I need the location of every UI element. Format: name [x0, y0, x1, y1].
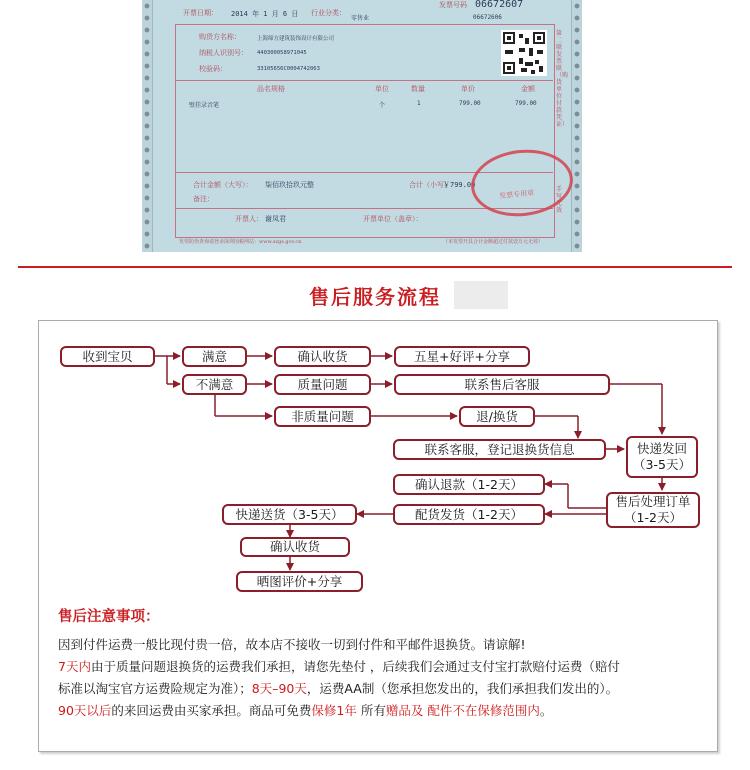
invoice-col-amount: 金额	[521, 85, 535, 93]
flow-confirm-refund: 确认退款（1-2天）	[393, 474, 545, 495]
flow-express-delivery: 快递送货（3-5天）	[222, 504, 357, 525]
invoice-date-value: 2014 年 1 月 6 日	[231, 10, 299, 18]
invoice-total-small-value: ￥799.00	[443, 181, 476, 189]
invoice-row-qty: 1	[417, 100, 421, 107]
notes-title: 售后注意事项：	[58, 609, 160, 625]
invoice-number-small: 06672606	[473, 14, 502, 21]
flow-non-quality-issue: 非质量问题	[274, 406, 371, 427]
invoice-row-price: 799.00	[459, 100, 481, 107]
flow-five-star: 五星+好评+分享	[394, 346, 530, 367]
invoice-footer-left: 发票防伪查询请登录深圳国税网站：www.szgs.gov.cn	[179, 239, 302, 245]
invoice-total-big-label: 合计金额（大写）：	[193, 181, 253, 189]
notes-line3-b: ，运费AA制（您承担您发出的，我们承担我们发出的）。	[306, 681, 619, 696]
flow-aftersale-order-line2: （1-2天）	[624, 510, 682, 525]
notes-body	[58, 634, 714, 722]
invoice-row-item: 壁挂录音笔	[189, 102, 220, 109]
notes-line3-a: 标准以淘宝官方运费险规定为准）；	[58, 681, 252, 696]
notes-7day: 7天内	[58, 659, 91, 674]
invoice-buyer-label: 购货方名称：	[199, 33, 241, 41]
flow-review-share: 晒图评价+分享	[236, 571, 363, 592]
invoice-company-label: 开票单位（盖章）：	[363, 215, 423, 223]
invoice-buyer-value: 上海缔方建筑装饰设计有限公司	[257, 36, 335, 42]
invoice-taxid-label: 纳税人识别号：	[199, 49, 248, 57]
invoice-number: 06672607	[475, 0, 524, 10]
notes-line-4	[58, 700, 714, 722]
flow-contact-service: 联系售后客服	[394, 374, 610, 395]
flow-express-return-line1: 快递发回	[636, 441, 687, 456]
invoice-check-value: 33105656C0004742063	[257, 66, 320, 72]
flow-confirm-receipt-top: 确认收货	[274, 346, 371, 367]
flow-express-return-line2: （3-5天）	[633, 457, 691, 472]
invoice-issuer-value: 谢凤君	[265, 215, 286, 223]
invoice-row-amount: 799.00	[515, 100, 537, 107]
invoice-date-label: 开票日期：	[183, 9, 218, 17]
invoice-side-text: 第二联 发票联（购货单位付款凭证）	[556, 30, 569, 128]
flow-satisfied: 满意	[182, 346, 247, 367]
section-title: 售后服务流程	[309, 285, 441, 309]
flow-aftersale-order	[606, 492, 700, 528]
notes-line4-b: 所有	[356, 703, 386, 718]
invoice-taxid-value: 440300058971045	[257, 50, 307, 56]
flow-ship-goods: 配货发货（1-2天）	[393, 504, 545, 525]
invoice-footer-right: （本发票开具合计金额超过付款壹万元无效）	[443, 239, 544, 245]
flow-quality-issue: 质量问题	[274, 374, 371, 395]
invoice-col-unit: 单位	[375, 85, 389, 93]
invoice-industry-label: 行业分类：	[311, 9, 346, 17]
stamp-text: 发票专用章	[498, 188, 535, 201]
flow-register-info: 联系客服，登记退换货信息	[393, 439, 606, 460]
flow-return-exchange: 退/换货	[459, 406, 535, 427]
notes-gifts-excluded: 赠品及 配件不在保修范围内	[385, 703, 540, 718]
invoice-row-unit: 个	[379, 102, 386, 109]
invoice-check-label: 校验码：	[199, 65, 227, 73]
notes-90day-after: 90天以后	[58, 703, 112, 718]
notes-line-1	[58, 634, 714, 656]
flow-express-return	[626, 436, 698, 478]
invoice-number-label: 发票号码	[439, 1, 467, 9]
invoice-total-big-value: 柒佰玖拾玖元整	[265, 181, 314, 189]
invoice-col-qty: 数量	[411, 85, 425, 93]
notes-line2-text: 由于质量问题退换货的运费我们承担，请您先垫付 ，后续我们会通过支付宝打款赔付运费（赔付	[90, 659, 620, 674]
invoice-industry-value: 零售业	[351, 15, 370, 22]
notes-warranty: 保修1年	[311, 703, 357, 718]
invoice-col-price: 单价	[461, 85, 475, 93]
flow-aftersale-order-line1: 售后处理订单	[615, 494, 691, 509]
invoice-issuer-label: 开票人：	[235, 215, 263, 223]
flow-received: 收到宝贝	[60, 346, 155, 367]
notes-8-90day: 8天–90天	[251, 681, 307, 696]
invoice-note-label: 备注：	[193, 195, 214, 203]
invoice-total-small-label: 合计（小写）	[409, 181, 451, 189]
invoice-handwrite-invalid: 手写无效	[556, 186, 563, 214]
flow-confirm-receipt-bottom: 确认收货	[240, 537, 350, 557]
notes-line4-c: 。	[539, 703, 553, 718]
invoice-col-item: 品名规格	[257, 85, 285, 93]
notes-line-2	[58, 656, 714, 678]
flow-unsatisfied: 不满意	[182, 374, 247, 395]
notes-line-3	[58, 678, 714, 700]
notes-line1-text: 因到付件运费一般比现付贵一倍，故本店不接收一切到付件和平邮件退换货。请谅解!	[58, 637, 526, 652]
notes-line4-a: 的来回运费由买家承担。商品可免费	[111, 703, 312, 718]
